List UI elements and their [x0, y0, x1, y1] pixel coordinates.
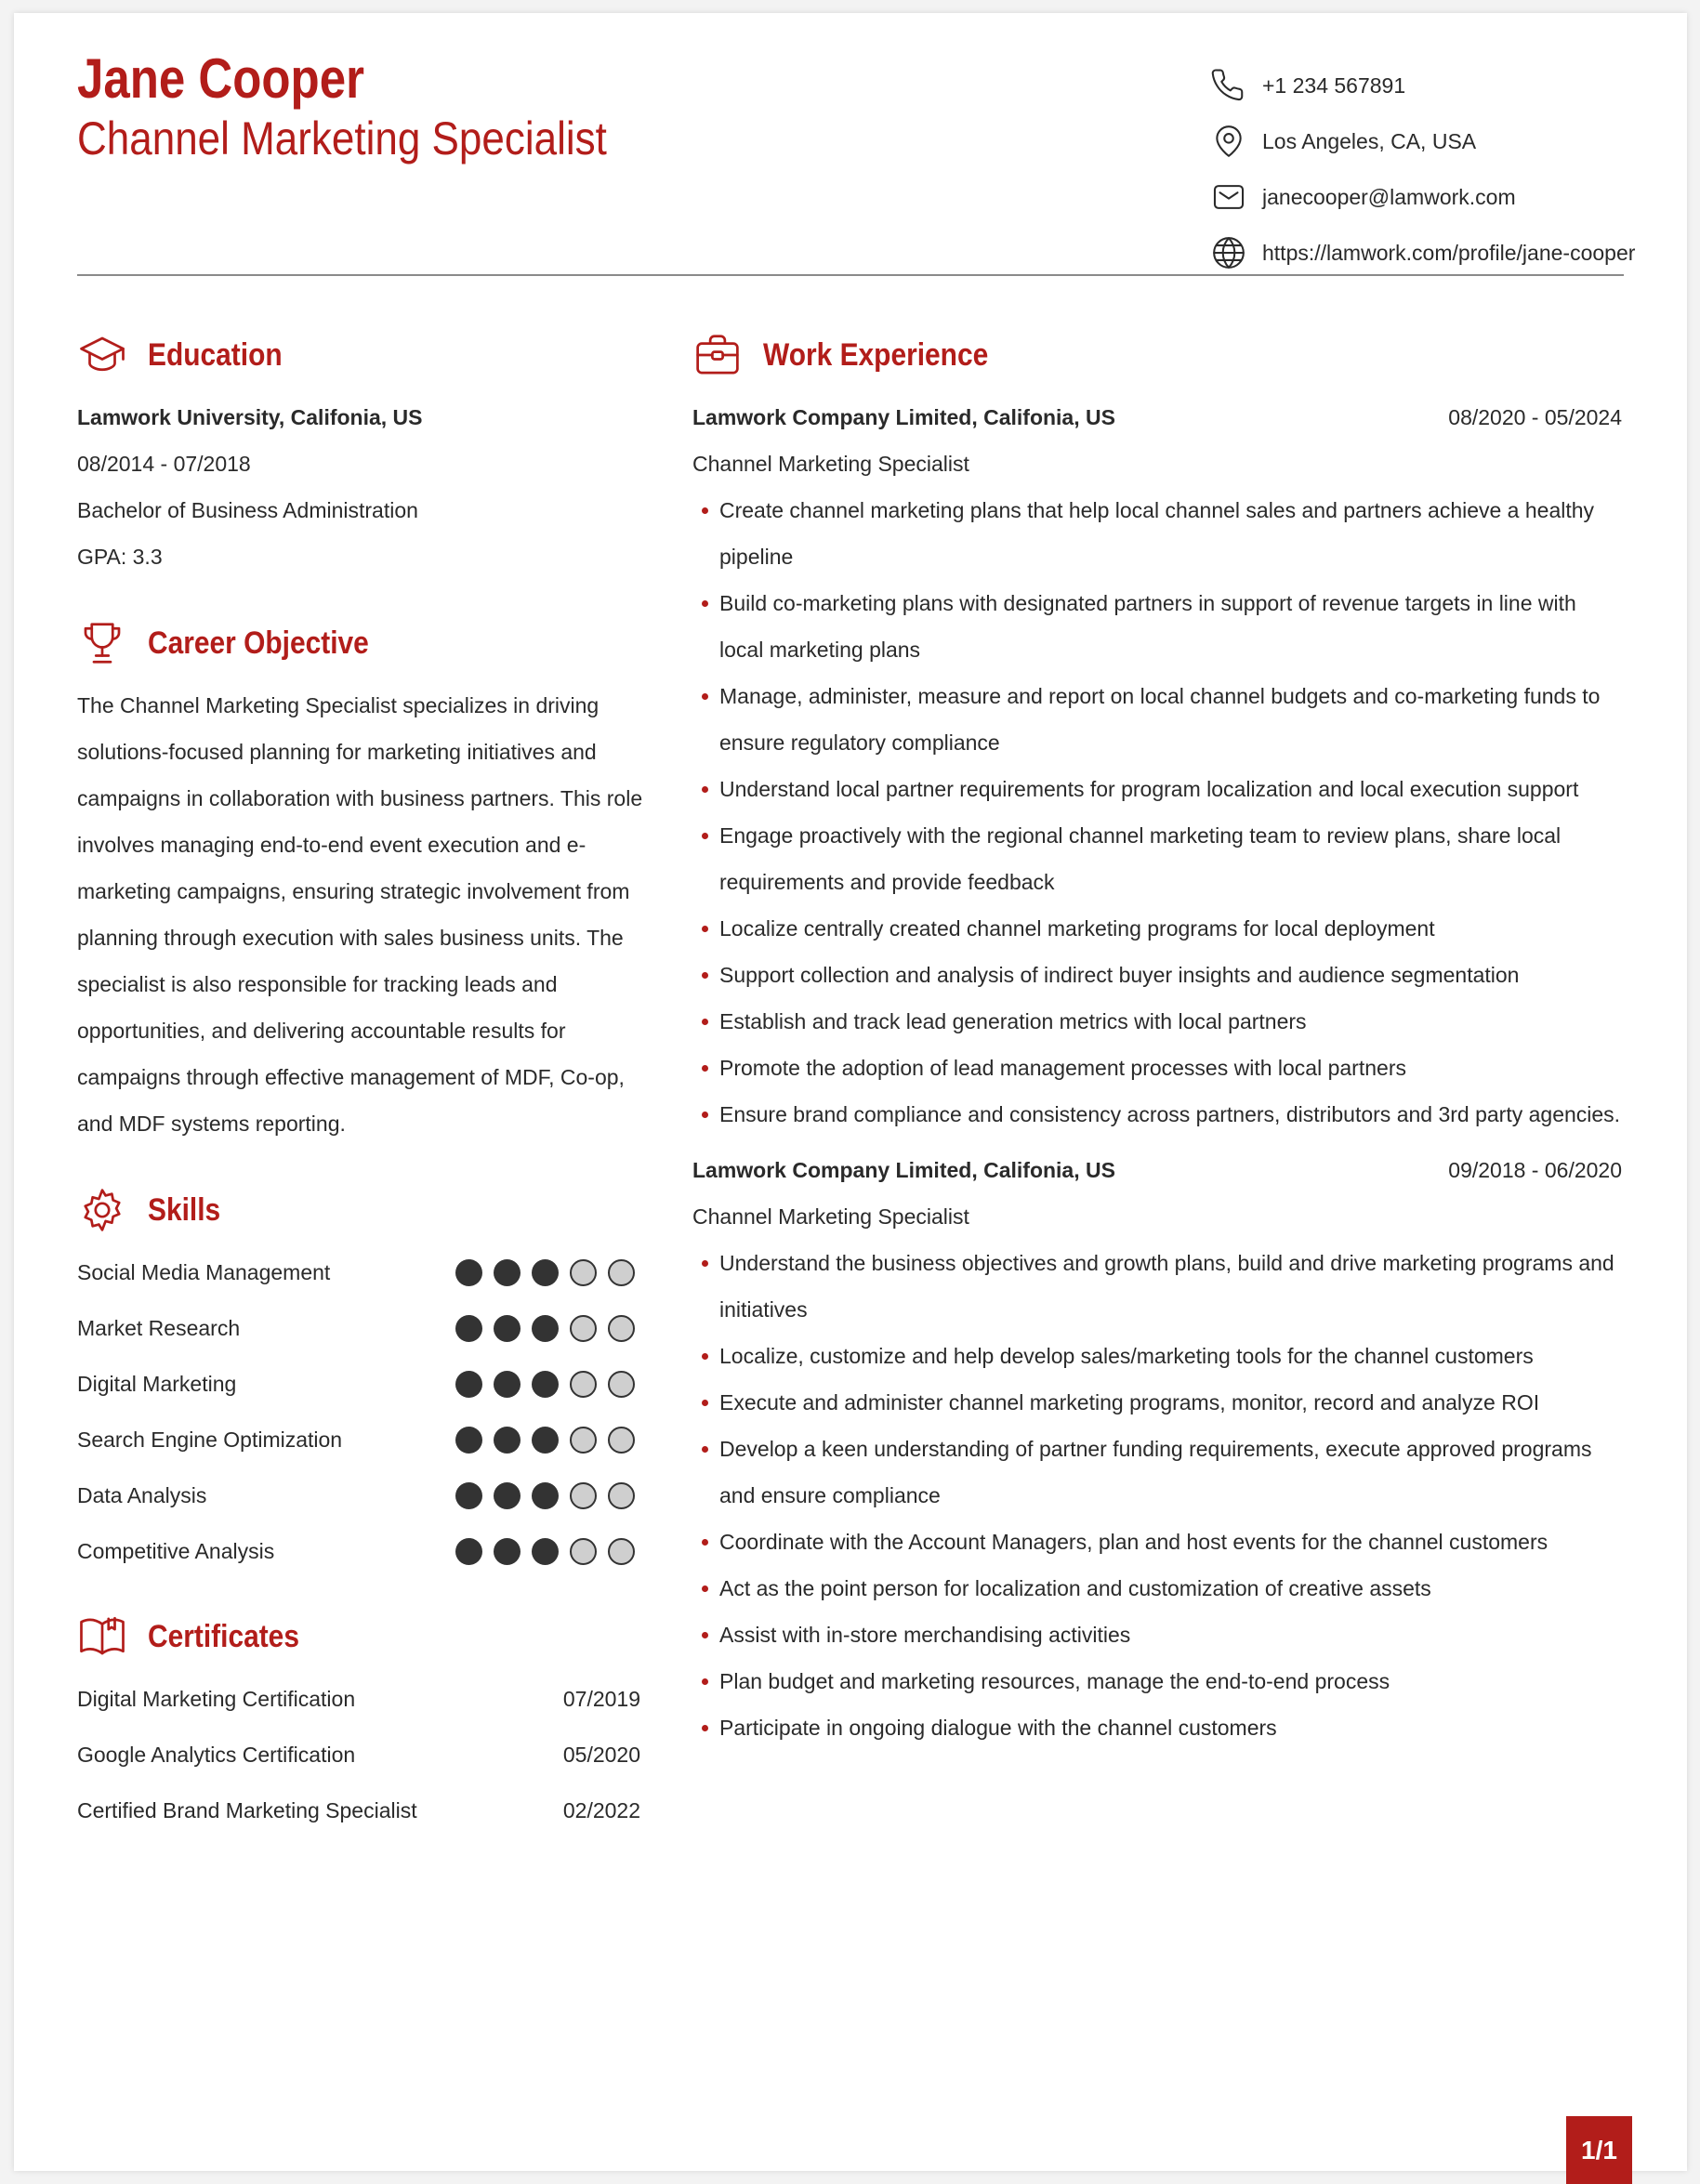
rating-dot-empty — [570, 1259, 597, 1286]
skill-row — [77, 1244, 635, 1300]
rating-dot-filled — [532, 1259, 559, 1286]
responsibility-item: Understand the business objectives and growth plans, build and drive marketing programs and initiatives — [692, 1240, 1622, 1333]
header-divider — [77, 274, 1624, 276]
certificates-section — [77, 1607, 644, 1838]
certificate-row — [77, 1783, 640, 1838]
rating-dot-empty — [608, 1538, 635, 1565]
responsibility-item: Ensure brand compliance and consistency across partners, distributors and 3rd party agencies. — [692, 1091, 1622, 1138]
left-column — [77, 325, 644, 1838]
responsibility-item: Understand local partner requirements for program localization and local execution support — [692, 766, 1622, 812]
skill-rating — [455, 1482, 635, 1509]
skill-row — [77, 1300, 635, 1356]
responsibility-item: Execute and administer channel marketing programs, monitor, record and analyze ROI — [692, 1379, 1622, 1426]
education-school: Lamwork University, Califonia, US — [77, 405, 423, 429]
location-pin-icon — [1211, 124, 1246, 159]
rating-dot-empty — [608, 1482, 635, 1509]
certificates-header — [77, 1607, 644, 1666]
job-entry — [692, 1147, 1622, 1751]
rating-dot-filled — [455, 1482, 482, 1509]
skill-row — [77, 1467, 635, 1523]
objective-header — [77, 613, 644, 673]
skills-header — [77, 1180, 644, 1240]
globe-icon — [1211, 235, 1246, 270]
website-link[interactable]: https://lamwork.com/profile/jane-cooper — [1262, 240, 1636, 265]
responsibility-item: Build co-marketing plans with designated partners in support of revenue targets in line with local marketing plans — [692, 580, 1622, 673]
rating-dot-filled — [494, 1315, 521, 1342]
experience-heading: Work Experience — [763, 336, 989, 373]
contact-email — [1211, 169, 1635, 225]
trophy-icon — [77, 618, 127, 668]
skill-row — [77, 1523, 635, 1579]
rating-dot-filled — [494, 1371, 521, 1398]
contact-list — [1211, 58, 1635, 281]
education-heading: Education — [148, 336, 283, 373]
gear-icon — [77, 1185, 127, 1235]
certificate-date: 07/2019 — [562, 1686, 640, 1711]
responsibility-item: Promote the adoption of lead management processes with local partners — [692, 1045, 1622, 1091]
rating-dot-empty — [608, 1315, 635, 1342]
rating-dot-filled — [532, 1482, 559, 1509]
responsibility-item: Act as the point person for localization and customization of creative assets — [692, 1565, 1622, 1612]
skill-rating — [455, 1371, 635, 1398]
skills-list — [77, 1244, 644, 1579]
objective-text: The Channel Marketing Specialist specializes in driving solutions-focused planning for marketing initiatives and campaigns in collaboration with business partners. This role involves managing end-to-end event execution and e-marketing campaigns, ensuring strategic involvement from planning through execution with sales business units. The specialist is also responsible for tracking leads and opportunities, and delivering accountable results for campaigns through effective management of MDF, Co-op, and MDF systems reporting. — [77, 693, 643, 1136]
open-book-icon — [77, 1612, 127, 1662]
rating-dot-filled — [455, 1371, 482, 1398]
job-dates: 08/2020 - 05/2024 — [1448, 404, 1622, 429]
responsibility-item: Engage proactively with the regional channel marketing team to review plans, share local requirements and provide feedback — [692, 812, 1622, 905]
certificate-name: Digital Marketing Certification — [77, 1686, 356, 1711]
job-role: Channel Marketing Specialist — [692, 1204, 969, 1229]
skill-name: Data Analysis — [77, 1482, 207, 1507]
rating-dot-filled — [494, 1538, 521, 1565]
skills-heading: Skills — [148, 1191, 221, 1228]
rating-dot-filled — [532, 1538, 559, 1565]
education-header — [77, 325, 644, 385]
certificate-row — [77, 1671, 640, 1727]
responsibility-item: Localize, customize and help develop sales/marketing tools for the channel customers — [692, 1333, 1622, 1379]
skill-name: Search Engine Optimization — [77, 1427, 343, 1452]
candidate-title: Channel Marketing Specialist — [77, 112, 607, 164]
rating-dot-filled — [455, 1259, 482, 1286]
skill-rating — [455, 1315, 635, 1342]
education-degree: Bachelor of Business Administration — [77, 498, 418, 522]
education-section — [77, 325, 644, 580]
responsibility-item: Localize centrally created channel marketing programs for local deployment — [692, 905, 1622, 952]
skill-row — [77, 1356, 635, 1412]
rating-dot-filled — [455, 1538, 482, 1565]
job-responsibilities — [692, 1240, 1622, 1751]
rating-dot-empty — [608, 1259, 635, 1286]
education-gpa: GPA: 3.3 — [77, 545, 163, 569]
objective-section — [77, 613, 644, 1147]
rating-dot-filled — [532, 1371, 559, 1398]
job-responsibilities — [692, 487, 1622, 1138]
skill-name: Social Media Management — [77, 1259, 331, 1284]
email-link[interactable]: janecooper@lamwork.com — [1262, 184, 1516, 209]
location-text: Los Angeles, CA, USA — [1262, 128, 1477, 153]
mail-icon — [1211, 179, 1246, 215]
skill-rating — [455, 1538, 635, 1565]
rating-dot-empty — [570, 1427, 597, 1454]
right-column — [692, 325, 1622, 1751]
rating-dot-filled — [494, 1482, 521, 1509]
skills-section — [77, 1180, 644, 1579]
resume-page — [14, 13, 1687, 2171]
job-entry — [692, 394, 1622, 1138]
rating-dot-empty — [570, 1371, 597, 1398]
responsibility-item: Support collection and analysis of indirect buyer insights and audience segmentation — [692, 952, 1622, 998]
rating-dot-empty — [570, 1482, 597, 1509]
education-dates: 08/2014 - 07/2018 — [77, 452, 251, 476]
responsibility-item: Create channel marketing plans that help local channel sales and partners achieve a healthy pipeline — [692, 487, 1622, 580]
job-company: Lamwork Company Limited, Califonia, US — [692, 1157, 1115, 1182]
rating-dot-filled — [494, 1427, 521, 1454]
job-header — [692, 394, 1622, 441]
objective-heading: Career Objective — [148, 625, 369, 661]
skill-name: Digital Marketing — [77, 1371, 237, 1396]
responsibility-item: Assist with in-store merchandising activities — [692, 1612, 1622, 1658]
certificate-name: Certified Brand Marketing Specialist — [77, 1797, 417, 1822]
responsibility-item: Coordinate with the Account Managers, plan and host events for the channel customers — [692, 1519, 1622, 1565]
skill-rating — [455, 1427, 635, 1454]
responsibility-item: Plan budget and marketing resources, manage the end-to-end process — [692, 1658, 1622, 1704]
job-header — [692, 1147, 1622, 1193]
certificates-list — [77, 1671, 644, 1838]
contact-website — [1211, 225, 1635, 281]
certificate-row — [77, 1727, 640, 1783]
responsibility-item: Manage, administer, measure and report on local channel budgets and co-marketing funds to ensure regulatory compliance — [692, 673, 1622, 766]
rating-dot-empty — [608, 1427, 635, 1454]
skill-name: Competitive Analysis — [77, 1538, 275, 1563]
rating-dot-filled — [532, 1315, 559, 1342]
certificates-heading: Certificates — [148, 1618, 299, 1654]
certificate-date: 05/2020 — [562, 1742, 640, 1767]
responsibility-item: Establish and track lead generation metrics with local partners — [692, 998, 1622, 1045]
contact-phone — [1211, 58, 1635, 113]
candidate-name: Jane Cooper — [77, 47, 364, 110]
responsibility-item: Participate in ongoing dialogue with the channel customers — [692, 1704, 1622, 1751]
skill-row — [77, 1412, 635, 1467]
rating-dot-filled — [532, 1427, 559, 1454]
graduation-cap-icon — [77, 330, 127, 380]
certificate-name: Google Analytics Certification — [77, 1742, 356, 1767]
skill-name: Market Research — [77, 1315, 241, 1340]
contact-location — [1211, 113, 1635, 169]
rating-dot-empty — [570, 1538, 597, 1565]
briefcase-icon — [692, 330, 743, 380]
phone-icon — [1211, 68, 1246, 103]
certificate-date: 02/2022 — [562, 1797, 640, 1822]
jobs-list — [692, 394, 1622, 1751]
rating-dot-empty — [570, 1315, 597, 1342]
job-role: Channel Marketing Specialist — [692, 452, 969, 476]
rating-dot-filled — [455, 1427, 482, 1454]
page-indicator: 1/1 — [1566, 2116, 1632, 2184]
skill-rating — [455, 1259, 635, 1286]
phone-number: +1 234 567891 — [1262, 72, 1406, 98]
experience-header — [692, 325, 1622, 385]
job-dates: 09/2018 - 06/2020 — [1448, 1157, 1622, 1182]
rating-dot-filled — [455, 1315, 482, 1342]
job-company: Lamwork Company Limited, Califonia, US — [692, 404, 1115, 429]
responsibility-item: Develop a keen understanding of partner funding requirements, execute approved programs and ensure compliance — [692, 1426, 1622, 1519]
rating-dot-filled — [494, 1259, 521, 1286]
rating-dot-empty — [608, 1371, 635, 1398]
